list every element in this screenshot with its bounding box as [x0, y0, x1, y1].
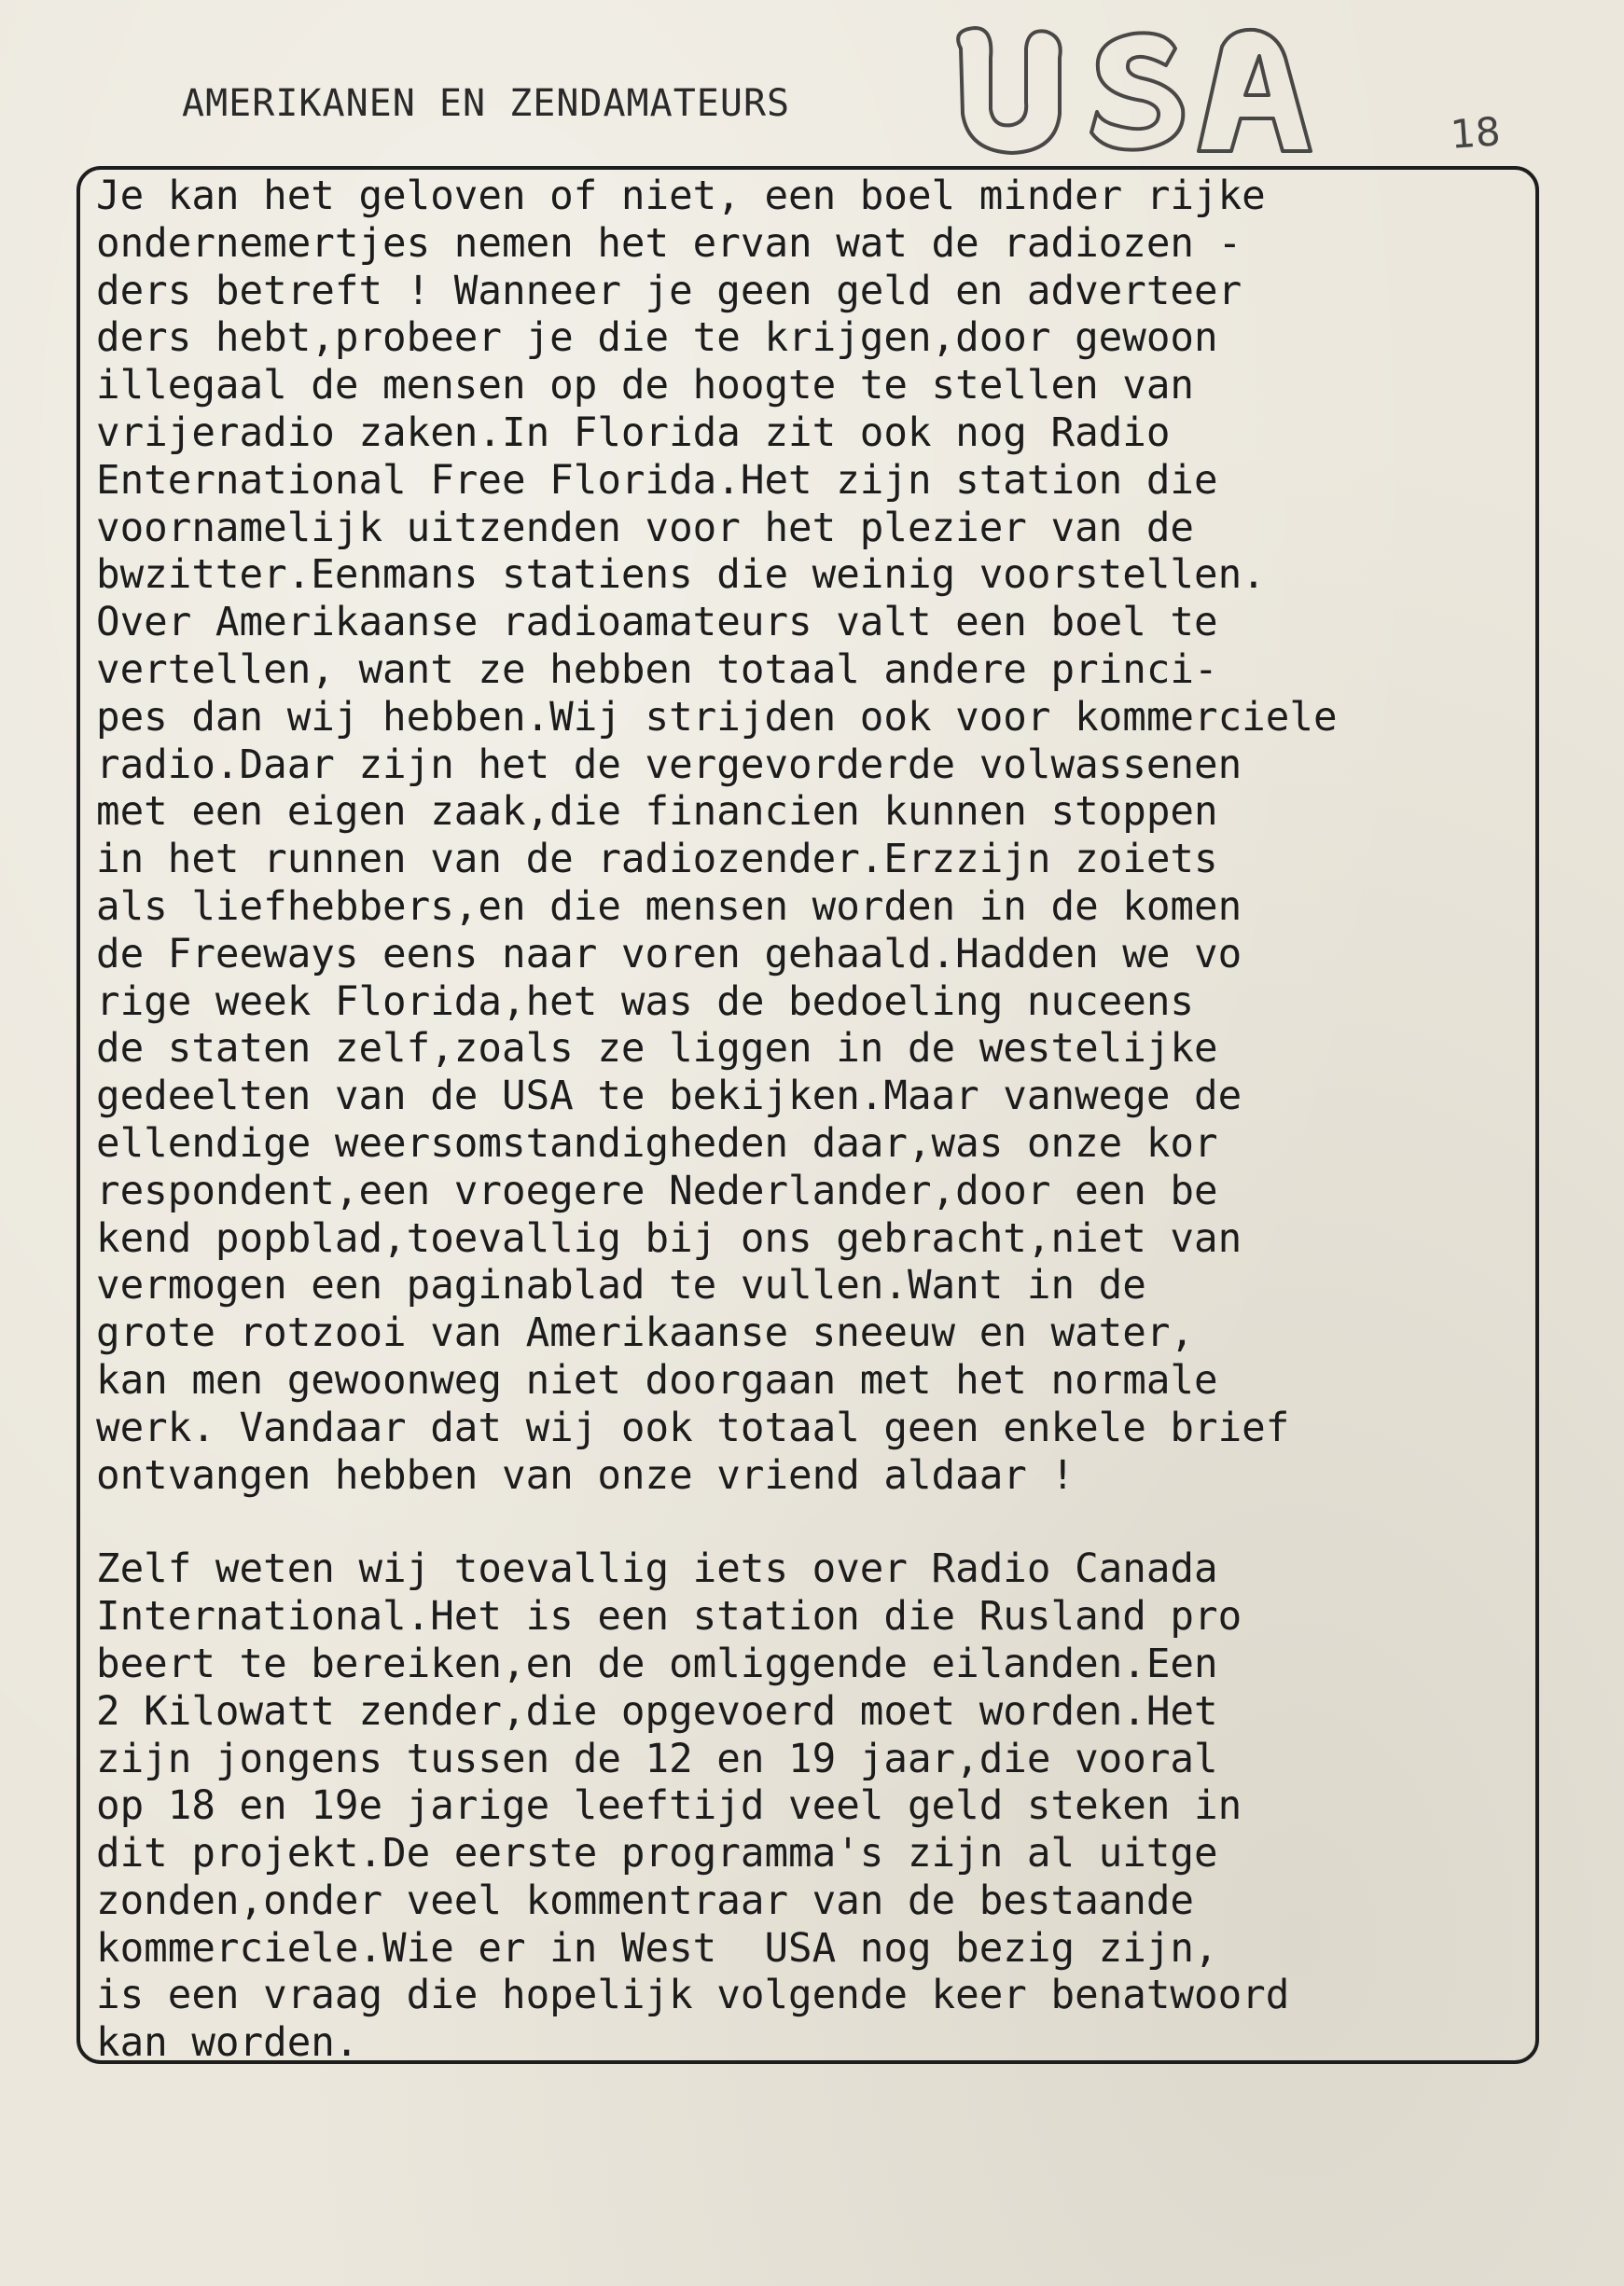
text-line: Zelf weten wij toevallig iets over Radio Canada	[96, 1546, 1218, 1593]
text-line: voornamelijk uitzenden voor het plezier van de	[96, 505, 1195, 551]
text-line: de staten zelf,zoals ze liggen in de westelijke	[96, 1026, 1218, 1073]
text-line: met een eigen zaak,die financien kunnen stoppen	[96, 789, 1218, 836]
text-line: ondernemertjes nemen het ervan wat de radiozen -	[96, 220, 1242, 267]
page-number: 18	[1449, 108, 1503, 158]
text-line: International.Het is een station die Rusland pro	[96, 1594, 1242, 1641]
text-line: zonden,onder veel kommentraar van de bestaande	[96, 1877, 1195, 1924]
text-line: vermogen een paginablad te vullen.Want in de	[96, 1263, 1146, 1309]
text-line: ders betreft ! Wanneer je geen geld en adverteer	[96, 268, 1242, 314]
text-line: rige week Florida,het was de bedoeling nuceens	[96, 978, 1195, 1025]
usa-stamp	[942, 21, 1325, 160]
text-line: ontvangen hebben van onze vriend aldaar !	[96, 1452, 1076, 1499]
text-line: kommerciele.Wie er in West USA nog bezig zijn,	[96, 1925, 1218, 1972]
text-line: in het runnen van de radiozender.Erzzijn zoiets	[96, 837, 1218, 883]
text-line: Over Amerikaanse radioamateurs valt een boel te	[96, 600, 1218, 646]
text-line: dit projekt.De eerste programma's zijn al uitge	[96, 1831, 1218, 1877]
text-line: respondent,een vroegere Nederlander,door een be	[96, 1168, 1218, 1214]
text-line: gedeelten van de USA te bekijken.Maar vanwege de	[96, 1074, 1242, 1120]
text-line: werk. Vandaar dat wij ook totaal geen enkele brief	[96, 1405, 1290, 1451]
text-line: als liefhebbers,en die mensen worden in de komen	[96, 883, 1242, 930]
text-line: kend popblad,toevallig bij ons gebracht,niet van	[96, 1215, 1242, 1262]
text-line: vrijeradio zaken.In Florida zit ook nog Radio	[96, 409, 1171, 456]
text-line: Enternational Free Florida.Het zijn station die	[96, 457, 1218, 504]
text-line: illegaal de mensen op de hoogte te stellen van	[96, 363, 1195, 409]
typed-body-text	[96, 173, 1533, 2068]
text-line: de Freeways eens naar voren gehaald.Hadden we vo	[96, 931, 1242, 977]
text-line: zijn jongens tussen de 12 en 19 jaar,die vooral	[96, 1736, 1218, 1782]
text-line: 2 Kilowatt zender,die opgevoerd moet worden.Het	[96, 1688, 1218, 1735]
text-line: ellendige weersomstandigheden daar,was onze kor	[96, 1120, 1218, 1167]
paragraph-usa-stations	[96, 173, 1533, 1500]
text-line: grote rotzooi van Amerikaanse sneeuw en water,	[96, 1310, 1195, 1357]
text-line: ders hebt,probeer je die te krijgen,door gewoon	[96, 315, 1218, 362]
text-line: Je kan het geloven of niet, een boel minder rijke	[96, 173, 1266, 219]
usa-stamp-drawing	[942, 21, 1325, 160]
document-heading: AMERIKANEN EN ZENDAMATEURS	[182, 82, 791, 125]
text-line: bwzitter.Eenmans statiens die weinig voorstellen.	[96, 552, 1266, 599]
text-line: beert te bereiken,en de omliggende eilanden.Een	[96, 1641, 1218, 1687]
text-line: is een vraag die hopelijk volgende keer benatwoord	[96, 1973, 1290, 2019]
text-line: radio.Daar zijn het de vergevorderde volwassenen	[96, 741, 1242, 788]
text-line: kan worden.	[96, 2020, 359, 2067]
text-line: kan men gewoonweg niet doorgaan met het normale	[96, 1357, 1218, 1404]
text-line: vertellen, want ze hebben totaal andere princi-	[96, 646, 1218, 693]
text-line: pes dan wij hebben.Wij strijden ook voor kommerciele	[96, 694, 1338, 741]
paragraph-radio-canada	[96, 1546, 1533, 2068]
text-line: op 18 en 19e jarige leeftijd veel geld steken in	[96, 1783, 1242, 1830]
